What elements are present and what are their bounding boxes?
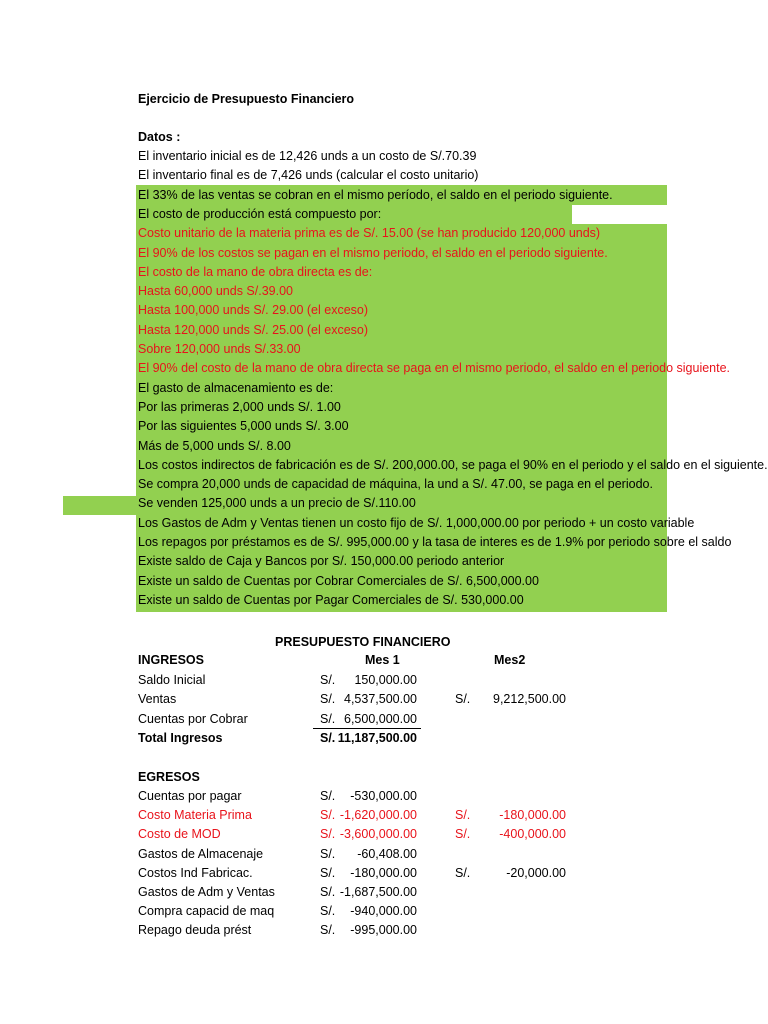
data-line: El 90% del costo de la mano de obra directa se paga en el mismo periodo, el saldo en el periodo siguiente. xyxy=(138,361,731,376)
currency-mes1: S/. xyxy=(320,711,336,726)
data-line: El costo de la mano de obra directa es de: xyxy=(138,264,373,279)
currency-mes1: S/. xyxy=(320,865,336,880)
datos-heading: Datos : xyxy=(138,130,181,144)
row-label: Total Ingresos xyxy=(138,730,223,745)
data-line: Se compra 20,000 unds de capacidad de máquina, la und a S/. 47.00, se paga en el periodo. xyxy=(138,477,653,492)
currency-mes2: S/. xyxy=(455,808,471,823)
data-line: Hasta 100,000 unds S/. 29.00 (el exceso) xyxy=(138,303,369,318)
value-mes2: -20,000.00 xyxy=(506,865,566,880)
currency-mes1: S/. xyxy=(320,692,336,707)
row-label: Compra capacid de maq xyxy=(138,904,275,919)
data-line: Hasta 120,000 unds S/. 25.00 (el exceso) xyxy=(138,322,369,337)
ingresos-label: INGRESOS xyxy=(138,653,204,667)
currency-mes1: S/. xyxy=(320,673,336,687)
data-line: El inventario inicial es de 12,426 unds a un costo de S/.70.39 xyxy=(138,149,477,163)
total-underline xyxy=(313,728,421,729)
value-mes1: 6,500,000.00 xyxy=(344,711,417,726)
value-mes2: 9,212,500.00 xyxy=(493,692,566,707)
value-mes1: -530,000.00 xyxy=(350,789,417,803)
value-mes1: 4,537,500.00 xyxy=(344,692,417,707)
highlight-left-extension xyxy=(63,496,137,515)
data-line: Sobre 120,000 unds S/.33.00 xyxy=(138,342,301,356)
data-line: El inventario final es de 7,426 unds (calcular el costo unitario) xyxy=(138,168,479,183)
currency-mes1: S/. xyxy=(320,808,336,823)
value-mes1: -940,000.00 xyxy=(350,904,417,919)
value-mes1: -995,000.00 xyxy=(350,923,417,938)
value-mes1: -3,600,000.00 xyxy=(339,827,417,842)
data-line: Los costos indirectos de fabricación es de S/. 200,000.00, se paga el 90% en el periodo y el saldo en el siguiente. xyxy=(138,457,768,472)
data-line: Por las primeras 2,000 unds S/. 1.00 xyxy=(138,399,341,414)
currency-mes1: S/. xyxy=(320,923,336,938)
currency-mes1: S/. xyxy=(320,904,336,919)
row-label: Costo Materia Prima xyxy=(138,808,252,823)
value-mes1: 11,187,500.00 xyxy=(337,730,417,745)
row-label: Saldo Inicial xyxy=(138,673,206,687)
document-title: Ejercicio de Presupuesto Financiero xyxy=(138,92,355,106)
value-mes1: -180,000.00 xyxy=(350,865,417,880)
currency-mes2: S/. xyxy=(455,865,471,880)
value-mes1: -60,408.00 xyxy=(357,846,417,861)
row-label: Costo de MOD xyxy=(138,827,221,842)
data-line: El 90% de los costos se pagan en el mismo periodo, el saldo en el periodo siguiente. xyxy=(138,245,608,260)
data-line: Hasta 60,000 unds S/.39.00 xyxy=(138,284,293,299)
mes2-header: Mes2 xyxy=(494,653,526,667)
currency-mes2: S/. xyxy=(455,692,471,707)
row-label: Gastos de Adm y Ventas xyxy=(138,885,275,899)
data-line: Existe saldo de Caja y Bancos por S/. 150,000.00 periodo anterior xyxy=(138,554,505,569)
currency-mes1: S/. xyxy=(320,885,336,899)
value-mes1: 150,000.00 xyxy=(354,673,417,687)
currency-mes1: S/. xyxy=(320,730,336,745)
data-line: El gasto de almacenamiento es de: xyxy=(138,380,334,395)
data-line: Existe un saldo de Cuentas por Cobrar Comerciales de S/. 6,500,000.00 xyxy=(138,573,539,588)
row-label: Gastos de Almacenaje xyxy=(138,846,264,861)
value-mes1: -1,687,500.00 xyxy=(339,885,417,899)
row-label: Costos Ind Fabricac. xyxy=(138,865,253,880)
currency-mes1: S/. xyxy=(320,827,336,842)
data-line: Por las siguientes 5,000 unds S/. 3.00 xyxy=(138,419,349,434)
mes1-header: Mes 1 xyxy=(365,653,400,667)
budget-title: PRESUPUESTO FINANCIERO xyxy=(275,635,451,649)
egresos-label: EGRESOS xyxy=(138,770,200,784)
currency-mes2: S/. xyxy=(455,827,471,842)
data-line: Los Gastos de Adm y Ventas tienen un costo fijo de S/. 1,000,000.00 por periodo + un costo variable xyxy=(138,515,695,530)
data-line: Más de 5,000 unds S/. 8.00 xyxy=(138,438,291,453)
data-line: El costo de producción está compuesto por: xyxy=(138,206,382,221)
row-label: Cuentas por pagar xyxy=(138,789,242,803)
currency-mes1: S/. xyxy=(320,846,336,861)
currency-mes1: S/. xyxy=(320,789,336,803)
data-line: Se venden 125,000 unds a un precio de S/.110.00 xyxy=(138,496,416,511)
row-label: Cuentas por Cobrar xyxy=(138,711,248,726)
row-label: Repago deuda prést xyxy=(138,923,252,938)
data-line: El 33% de las ventas se cobran en el mismo período, el saldo en el periodo siguiente. xyxy=(138,187,613,202)
data-line: Los repagos por préstamos es de S/. 995,000.00 y la tasa de interes es de 1.9% por periodo sobre el saldo xyxy=(138,535,732,549)
value-mes1: -1,620,000.00 xyxy=(339,808,417,823)
value-mes2: -400,000.00 xyxy=(499,827,566,842)
data-line: Costo unitario de la materia prima es de S/. 15.00 (se han producido 120,000 unds) xyxy=(138,226,601,241)
row-label: Ventas xyxy=(138,692,177,707)
value-mes2: -180,000.00 xyxy=(499,808,566,823)
data-line: Existe un saldo de Cuentas por Pagar Comerciales de S/. 530,000.00 xyxy=(138,592,524,607)
